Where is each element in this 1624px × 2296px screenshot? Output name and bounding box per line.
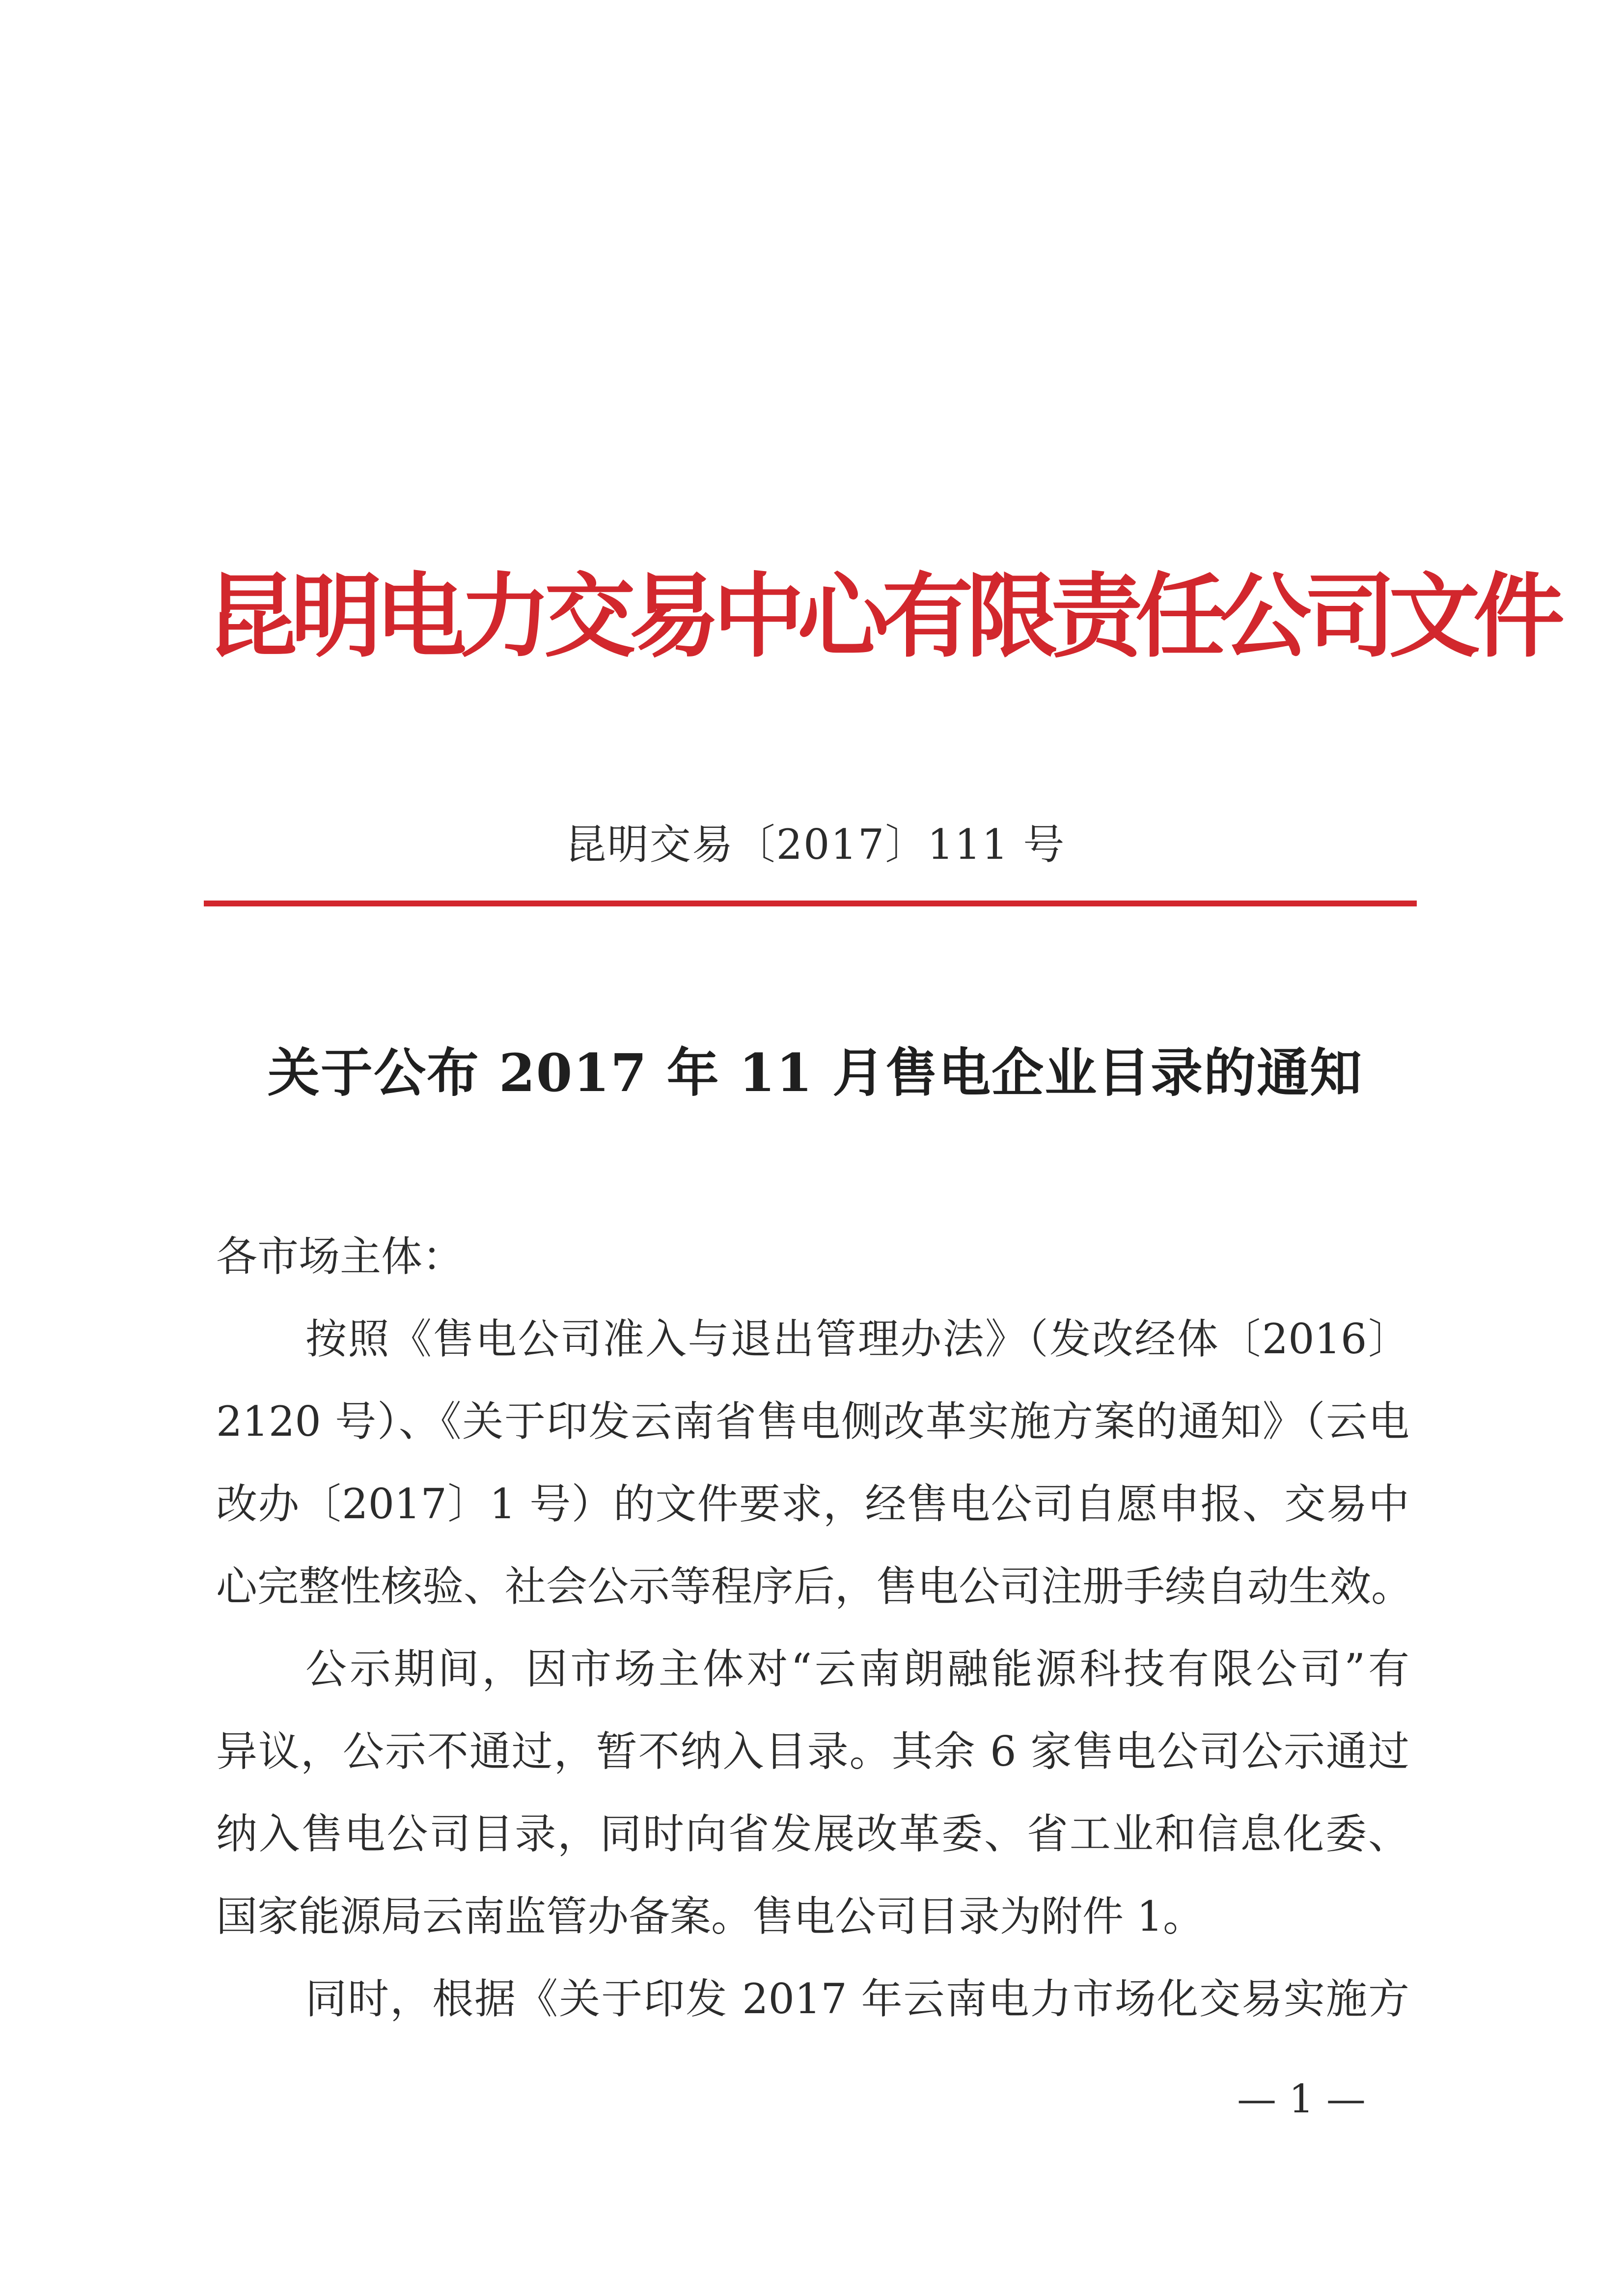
- red-divider-line: [204, 901, 1417, 906]
- body-line: 按照《售电公司准入与退出管理办法》（发改经体〔2016〕: [305, 1315, 1409, 1363]
- salutation: 各市场主体：: [216, 1232, 464, 1281]
- body-line: 改办〔2017〕1 号）的文件要求，经售电公司自愿申报、交易中: [216, 1480, 1409, 1528]
- body-line: 异议，公示不通过，暂不纳入目录。其余 6 家售电公司公示通过: [216, 1727, 1409, 1776]
- body-line: 纳入售电公司目录，同时向省发展改革委、省工业和信息化委、: [216, 1810, 1409, 1858]
- document-title: 关于公布 2017 年 11 月售电企业目录的通知: [267, 1042, 1363, 1103]
- body-line: 心完整性核验、社会公示等程序后，售电公司注册手续自动生效。: [216, 1562, 1413, 1611]
- body-line: 国家能源局云南监管办备案。售电公司目录为附件 1。: [216, 1892, 1205, 1941]
- body-line: 同时，根据《关于印发 2017 年云南电力市场化交易实施方: [305, 1975, 1409, 2023]
- document-number: 昆明交易〔2017〕111 号: [565, 820, 1066, 869]
- body-line: 公示期间，因市场主体对“云南朗融能源科技有限公司”有: [305, 1645, 1409, 1693]
- page-number: — 1 —: [1237, 2076, 1366, 2122]
- document-body: [216, 1215, 1413, 2040]
- organization-header: 昆明电力交易中心有限责任公司文件: [206, 562, 1558, 670]
- body-line: 2120 号）、《关于印发云南省售电侧改革实施方案的通知》（云电: [216, 1397, 1409, 1446]
